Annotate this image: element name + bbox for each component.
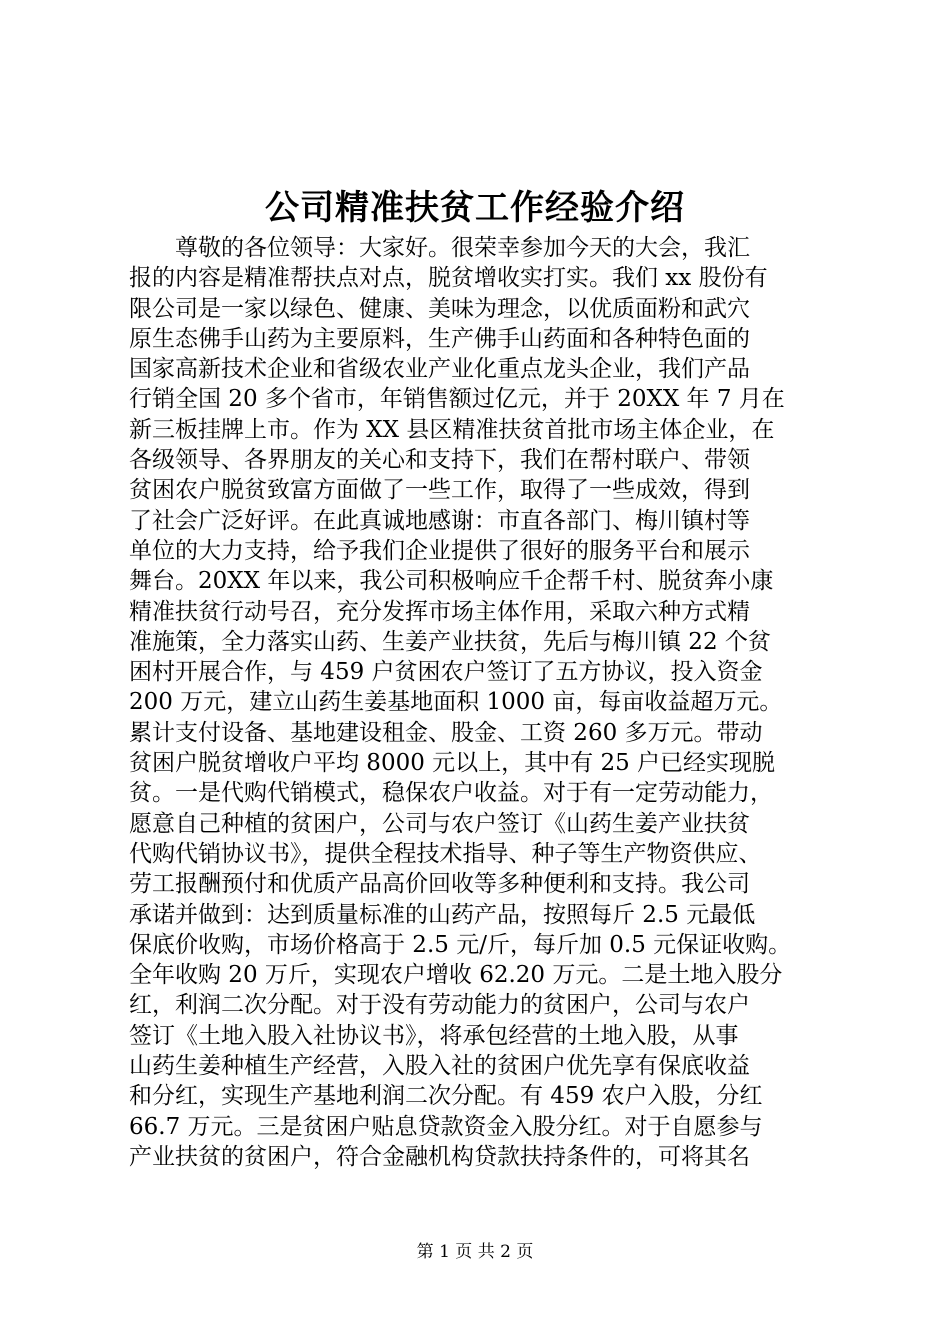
body-text-line: 签订《土地入股入社协议书》，将承包经营的土地入股，从事 [129,1022,739,1049]
body-text-line: 和分红，实现生产基地利润二次分配。有 459 农户入股，分红 [129,1083,763,1110]
body-text-line: 产业扶贫的贫困户，符合金融机构贷款扶持条件的，可将其名 [129,1143,750,1170]
body-text-line: 200 万元，建立山药生姜基地面积 1000 亩，每亩收益超万元。 [129,689,783,716]
body-text-line: 贫困农户脱贫致富方面做了一些工作，取得了一些成效，得到 [129,477,750,504]
body-text-line: 承诺并做到：达到质量标准的山药产品，按照每斤 2.5 元最低 [129,901,756,928]
body-text-line: 保底价收购，市场价格高于 2.5 元/斤，每斤加 0.5 元保证收购。 [129,931,792,958]
body-text-line: 新三板挂牌上市。作为 XX 县区精准扶贫首批市场主体企业，在 [129,416,775,443]
document-title: 公司精准扶贫工作经验介绍 [265,188,685,228]
body-text-line: 限公司是一家以绿色、健康、美味为理念，以优质面粉和武穴 [129,295,750,322]
body-text-line: 单位的大力支持，给予我们企业提供了很好的服务平台和展示 [129,537,750,564]
body-text-line: 各级领导、各界朋友的关心和支持下，我们在帮村联户、带领 [129,447,750,474]
body-text-line: 贫困户脱贫增收户平均 8000 元以上，其中有 25 户已经实现脱 [129,750,776,777]
body-text-line: 代购代销协议书》，提供全程技术指导、种子等生产物资供应、 [129,840,762,867]
page-footer: 第 1 页 共 2 页 [416,1242,534,1262]
body-text-line: 全年收购 20 万斤，实现农户增收 62.20 万元。二是土地入股分 [129,962,783,989]
body-text-line: 山药生姜种植生产经营，入股入社的贫困户优先享有保底收益 [129,1053,750,1080]
body-text-line: 准施策，全力落实山药、生姜产业扶贫，先后与梅川镇 22 个贫 [129,628,771,655]
body-text-line: 尊敬的各位领导：大家好。很荣幸参加今天的大会，我汇 [129,235,750,261]
body-text-line: 66.7 万元。三是贫困户贴息贷款资金入股分红。对于自愿参与 [129,1113,763,1140]
body-text-line: 累计支付设备、基地建设租金、股金、工资 260 多万元。带动 [129,719,763,746]
body-text-line: 舞台。20XX 年以来，我公司积极响应千企帮千村、脱贫奔小康 [129,568,774,595]
body-text-line: 红，利润二次分配。对于没有劳动能力的贫困户，公司与农户 [129,992,750,1019]
body-text-line: 困村开展合作，与 459 户贫困农户签订了五方协议，投入资金 [129,659,763,686]
body-text-line: 了社会广泛好评。在此真诚地感谢：市直各部门、梅川镇村等 [129,507,750,534]
body-text-line: 行销全国 20 多个省市，年销售额过亿元，并于 20XX 年 7 月在 [129,386,785,413]
body-text-line: 愿意自己种植的贫困户，公司与农户签订《山药生姜产业扶贫 [129,810,750,837]
body-text-line: 原生态佛手山药为主要原料，生产佛手山药面和各种特色面的 [129,325,750,352]
body-text-line: 报的内容是精准帮扶点对点，脱贫增收实打实。我们 xx 股份有 [129,265,768,292]
document-body [129,233,834,1172]
body-text-line: 国家高新技术企业和省级农业产业化重点龙头企业，我们产品 [129,356,750,383]
body-text-line: 精准扶贫行动号召，充分发挥市场主体作用，采取六种方式精 [129,598,750,625]
body-text-line: 贫。一是代购代销模式，稳保农户收益。对于有一定劳动能力， [129,780,773,807]
body-text-line: 劳工报酬预付和优质产品高价回收等多种便利和支持。我公司 [129,871,750,898]
